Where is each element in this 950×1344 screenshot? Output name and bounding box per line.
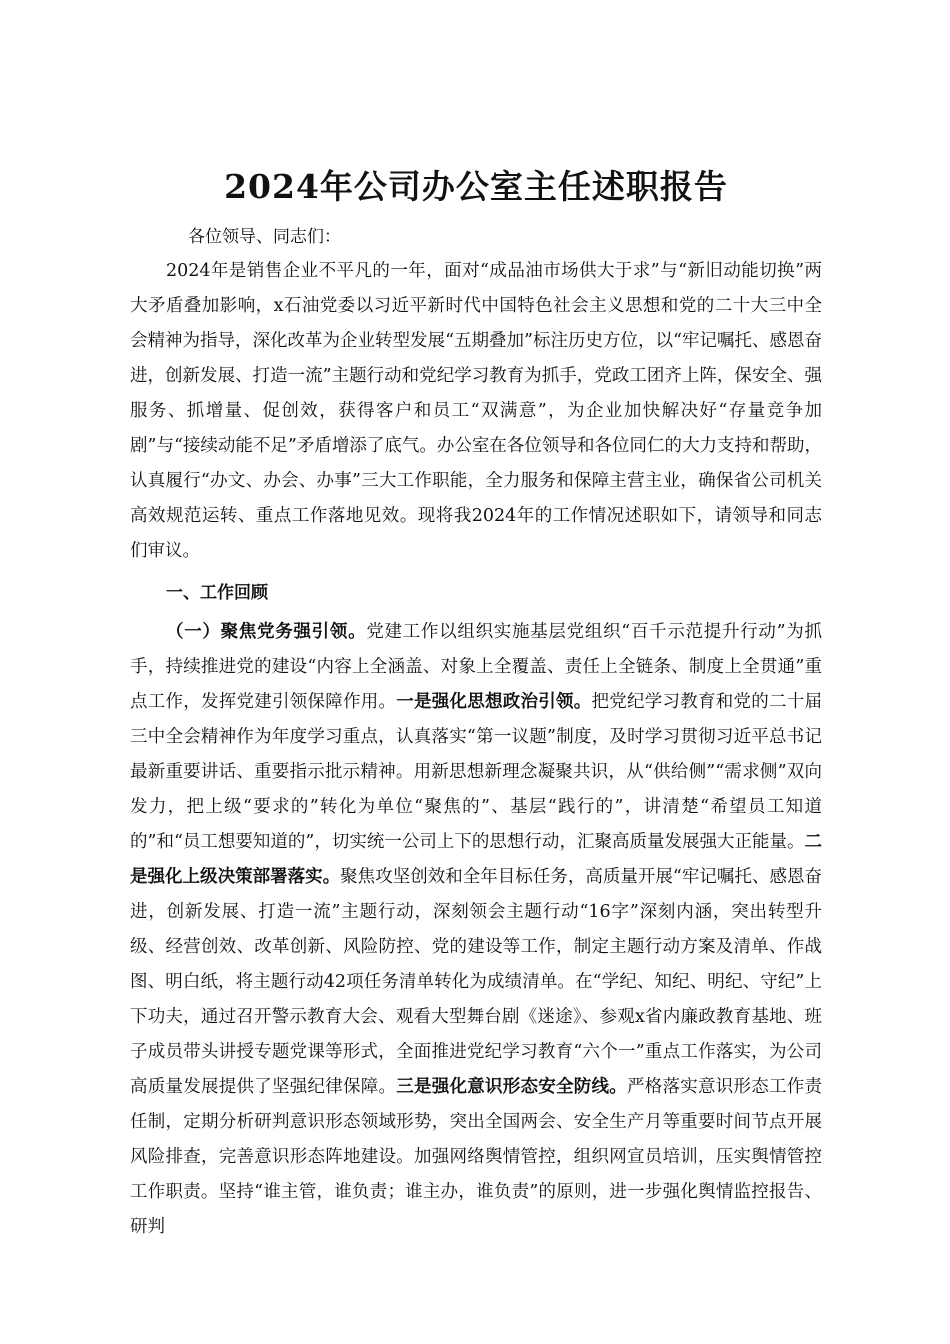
point-heading-1: 一是强化思想政治引领。 — [396, 692, 592, 712]
point-heading-3: 三是强化意识形态安全防线。 — [396, 1077, 627, 1097]
point-text-1: 把党纪学习教育和党的二十届三中全会精神作为年度学习重点，认真落实“第一议题”制度，及时学习贯彻习近平总书记最新重要讲话、重要指示批示精神。用新思想新理念凝聚共识，从“供给侧”“需求侧”双向发力，把上级“要求的”转化为单位“聚焦的”、基层“践行的”，讲清楚“希望员工知道的”和“员工想要知道的”，切实统一公司上下的思想行动，汇聚高质量发展强大正能量。 — [130, 692, 822, 852]
subsection-text: 党建工作以组织实施基层党组织“百千示范提升行动”为抓手，持续推进党的建设“内容上全涵盖、对象上全覆盖、责任上全链条、制度上全贯通”重点工作，发挥党建引领保障作用。 — [130, 622, 822, 712]
subsection-heading: （一）聚焦党务强引领。 — [166, 622, 367, 642]
section-heading-review: 一、工作回顾 — [166, 583, 268, 603]
subsection-party-affairs — [130, 615, 822, 1245]
intro-paragraph: 2024年是销售企业不平凡的一年，面对“成品油市场供大于求”与“新旧动能切换”两大矛盾叠加影响，x石油党委以习近平新时代中国特色社会主义思想和党的二十大三中全会精神为指导，深化改革为企业转型发展“五期叠加”标注历史方位，以“牢记嘱托、感恩奋进，创新发展、打造一流”主题行动和党纪学习教育为抓手，党政工团齐上阵，保安全、强服务、抓增量、促创效，获得客户和员工“双满意”，为企业加快解决好“存量竞争加剧”与“接续动能不足”矛盾增添了底气。办公室在各位领导和各位同仁的大力支持和帮助，认真履行“办文、办会、办事”三大工作职能，全力服务和保障主营主业，确保省公司机关高效规范运转、重点工作落地见效。现将我2024年的工作情况述职如下，请领导和同志们审议。 — [130, 261, 822, 561]
document-title: 2024年公司办公室主任述职报告 — [224, 167, 728, 206]
point-heading-2: 二是强化上级决策部署落实。 — [130, 832, 822, 887]
point-text-2: 聚焦攻坚创效和全年目标任务，高质量开展“牢记嘱托、感恩奋进，创新发展、打造一流”主题行动，深刻领会主题行动“16字”深刻内涵，突出转型升级、经营创效、改革创新、风险防控、党的建设等工作，制定主题行动方案及清单、作战图、明白纸，将主题行动42项任务清单转化为成绩清单。在“学纪、知纪、明纪、守纪”上下功夫，通过召开警示教育大会、观看大型舞台剧《迷途》、参观x省内廉政教育基地、班子成员带头讲授专题党课等形式，全面推进党纪学习教育“六个一”重点工作落实，为公司高质量发展提供了坚强纪律保障。 — [130, 867, 822, 1097]
salutation: 各位领导、同志们： — [188, 227, 341, 247]
point-text-3: 严格落实意识形态工作责任制，定期分析研判意识形态领域形势，突出全国两会、安全生产月等重要时间节点开展风险排查，完善意识形态阵地建设。加强网络舆情管控，组织网宣员培训，压实舆情管控工作职责。坚持“谁主管，谁负责；谁主办，谁负责”的原则，进一步强化舆情监控报告、研判 — [130, 1077, 822, 1237]
document-page — [130, 160, 822, 1245]
